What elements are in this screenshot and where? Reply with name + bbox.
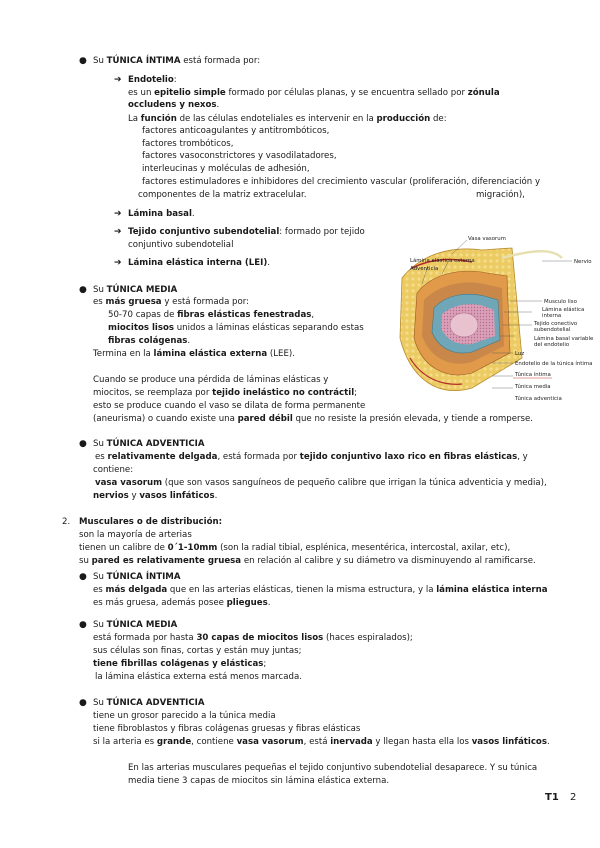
musc-adv-line-3: si la arteria es grande, contiene vasa vasorum, está inervada y llegan hasta ella los vasos linfáticos.	[93, 737, 550, 747]
arrow-icon: ➔	[114, 75, 122, 85]
arrow-icon: ➔	[114, 258, 122, 268]
musculares-title: Musculares o de distribución:	[79, 517, 223, 527]
bullet-dot: ●	[79, 698, 87, 708]
arrow-icon: ➔	[114, 227, 122, 237]
musculares-line-1: son la mayoría de arterias	[79, 530, 192, 540]
adventicia-line-2: contiene:	[93, 465, 134, 475]
lamina-basal: Lámina basal.	[128, 209, 195, 219]
musculares-line-3: su pared es relativamente gruesa en relación al calibre y su diámetro va disminuyendo al ramificarse.	[79, 556, 536, 566]
lei-item: Lámina elástica interna (LEI).	[128, 258, 270, 268]
funcion-item-cont: migración),	[476, 190, 525, 200]
note-line: En las arterias musculares pequeñas el tejido conjuntivo subendotelial desaparece. Y su túnica	[128, 763, 538, 773]
media-paragraph-line: Cuando se produce una pérdida de láminas elásticas y	[93, 375, 329, 385]
musc-media-intro: Su TÚNICA MEDIA	[93, 620, 178, 630]
note-line: media tiene 3 capas de miocitos sin lámina elástica externa.	[128, 776, 390, 786]
media-line-3: miocitos lisos unidos a láminas elásticas separando estas	[108, 323, 364, 333]
musc-media-line-3: tiene fibrillas colágenas y elásticas;	[93, 659, 267, 669]
tejido-line-1: Tejido conjuntivo subendotelial: formado por tejido	[128, 227, 365, 237]
section-number: 2.	[62, 517, 71, 527]
fig-label: Luz	[515, 351, 525, 357]
fig-label: Endotelio de la túnica íntima	[515, 361, 593, 367]
media-paragraph-line: (aneurisma) o cuando existe una pared débil que no resiste la presión elevada, y tiende a romperse.	[93, 414, 534, 424]
bullet-dot: ●	[79, 285, 87, 295]
funcion-line: La función de las células endoteliales es intervenir en la producción de:	[128, 114, 447, 124]
fig-label: Lámina basal variable	[534, 336, 594, 342]
tejido-line-2: conjuntivo subendotelial	[128, 240, 234, 250]
fig-label: Musculo liso	[544, 299, 577, 305]
musc-media-line-2: sus células son finas, cortas y están muy juntas;	[93, 646, 302, 656]
bullet-dot: ●	[79, 56, 87, 66]
funcion-item: factores trombóticos,	[142, 139, 234, 149]
musc-intima-line-2: es más gruesa, además posee pliegues.	[93, 598, 271, 608]
adventicia-line-1: es relativamente delgada, está formada por tejido conjuntivo laxo rico en fibras elásticas, y	[95, 452, 528, 462]
fig-label: Adventicia	[410, 266, 439, 272]
musc-adv-intro: Su TÚNICA ADVENTICIA	[93, 698, 205, 708]
funcion-item: factores anticoagulantes y antitrombóticos,	[142, 126, 330, 136]
funcion-item: factores vasoconstrictores y vasodilatadores,	[142, 151, 337, 161]
adventicia-line-4: nervios y vasos linfáticos.	[93, 491, 218, 501]
fig-label: Vasa vasorum	[468, 236, 506, 242]
adventicia-intro: Su TÚNICA ADVENTICIA	[93, 439, 205, 449]
bullet-dot: ●	[79, 439, 87, 449]
artery-illustration	[392, 228, 594, 412]
bullet-dot: ●	[79, 572, 87, 582]
adventicia-line-3: vasa vasorum (que son vasos sanguíneos de pequeño calibre que irrigan la túnica adventicia y media),	[95, 478, 547, 488]
fig-label: Túnica media	[515, 384, 551, 390]
musculares-line-2: tienen un calibre de 0´1-10mm (son la radial tibial, esplénica, mesentérica, intercostal, axilar, etc),	[79, 543, 511, 553]
fig-label: Lámina elástica	[542, 307, 585, 313]
media-line-4: fibras colágenas.	[108, 336, 191, 346]
funcion-item: interleucinas y moléculas de adhesión,	[142, 164, 310, 174]
footer-tag: T1	[545, 792, 559, 803]
musc-adv-line-1: tiene un grosor parecido a la túnica media	[93, 711, 276, 721]
media-line-1: es más gruesa y está formada por:	[93, 297, 250, 307]
fig-label: Nervio	[574, 259, 592, 265]
fig-label: Lámina elástica externa	[410, 258, 475, 264]
page-number: 2	[570, 792, 577, 803]
arrow-icon: ➔	[114, 209, 122, 219]
bullet-dot: ●	[79, 620, 87, 630]
funcion-item: factores estimuladores e inhibidores del crecimiento vascular (proliferación, diferenciación y	[142, 177, 541, 187]
musc-media-line-1: está formada por hasta 30 capas de miocitos lisos (haces espiralados);	[93, 633, 413, 643]
media-paragraph-line: esto se produce cuando el vaso se dilata de forma permanente	[93, 401, 366, 411]
fig-label: subendotelial	[534, 327, 571, 333]
musc-media-line-4: la lámina elástica externa está menos marcada.	[95, 672, 302, 682]
endotelio-heading: Endotelio:	[128, 75, 177, 85]
fig-label: Túnica adventicia	[515, 396, 562, 402]
musc-intima-intro: Su TÚNICA ÍNTIMA	[93, 572, 181, 582]
fig-label: del endotelio	[534, 342, 570, 348]
fig-label: interna	[542, 313, 562, 319]
fig-label: Tejido conectivo	[534, 321, 578, 327]
endotelio-line-2: occludens y nexos.	[128, 100, 220, 110]
media-line-2: 50-70 capas de fibras elásticas fenestradas,	[108, 310, 315, 320]
musc-intima-line-1: es más delgada que en las arterias elásticas, tienen la misma estructura, y la lámina elástica interna	[93, 585, 548, 595]
media-paragraph-line: miocitos, se reemplaza por tejido inelástico no contráctil;	[93, 388, 358, 398]
media-intro: Su TÚNICA MEDIA	[93, 285, 178, 295]
endotelio-line-1: es un epitelio simple formado por células planas, y se encuentra sellado por zónula	[128, 88, 500, 98]
media-line-5: Termina en la lámina elástica externa (LEE).	[93, 349, 295, 359]
musc-adv-line-2: tiene fibroblastos y fibras colágenas gruesas y fibras elásticas	[93, 724, 361, 734]
fig-label: Túnica íntima	[515, 372, 551, 378]
funcion-item-cont: componentes de la matriz extracelular.	[138, 190, 307, 200]
intima-intro: Su TÚNICA ÍNTIMA está formada por:	[93, 56, 261, 66]
